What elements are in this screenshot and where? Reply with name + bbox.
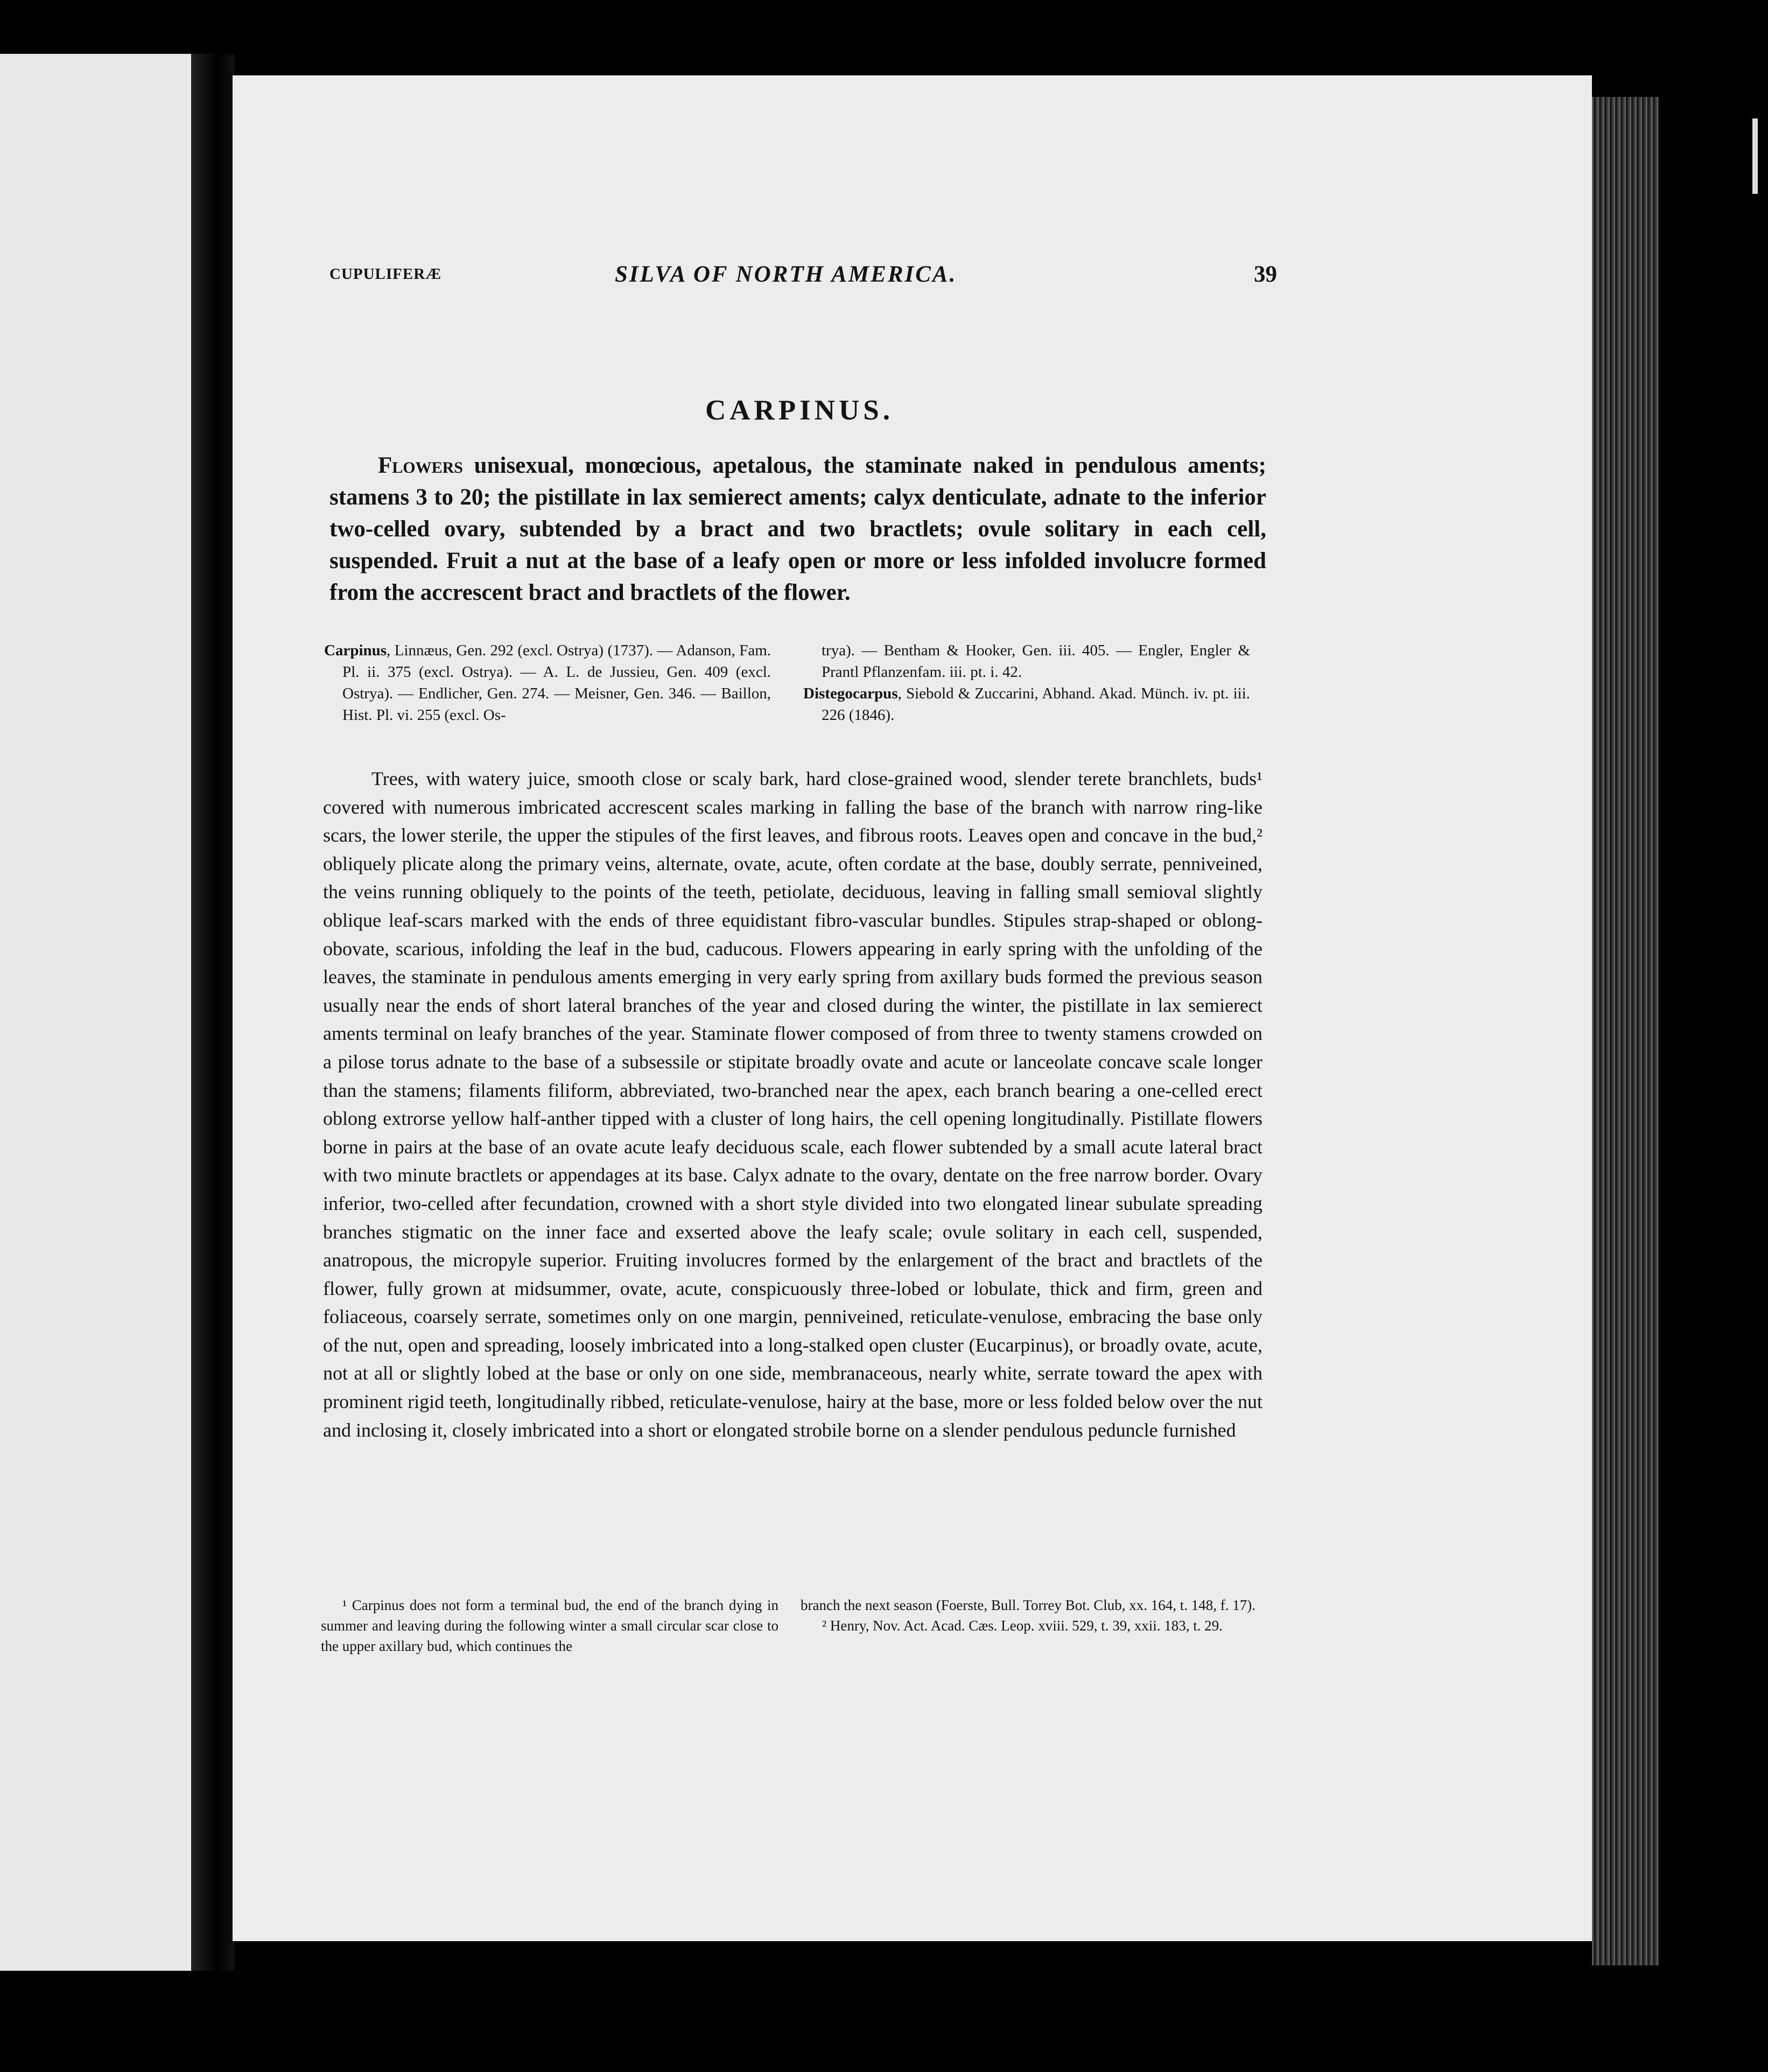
synonym-genus-2: Distegocarpus [803,685,898,702]
synonym-text: , Linnæus, Gen. 292 (excl. Ostrya) (1737). — Adanson, Fam. Pl. ii. 375 (excl. Ostrya). — A. L. de Jussieu, Gen. 409 (excl. Ostrya). — Endlicher, Gen. 274. — Meisner, Gen. 346. — Baillon, Hist. Pl. vi. 255 (excl. Os- [342,642,771,724]
footnote-1-continued: branch the next season (Foerste, Bull. Torrey Bot. Club, xx. 164, t. 148, f. 17). [801,1597,1255,1613]
body-text: Trees, with watery juice, smooth close or scaly bark, hard close-grained wood, slender terete branchlets, buds¹ covered with numerous imbricated accrescent scales marking in falling the base of the branch with narrow ring-like scars, the lower sterile, the upper the stipules of the first leaves, and fibrous roots. Leaves open and concave in the bud,² obliquely plicate along the primary veins, alternate, ovate, acute, often cordate at the base, doubly serrate, penniveined, the veins running obliquely to the points of the teeth, petiolate, deciduous, leaving in falling small semioval slightly oblique leaf-scars marked with the ends of three equidistant fibro-vascular bundles. Stipules strap-shaped or oblong-obovate, scarious, infolding the leaf in the bud, caducous. Flowers appearing in early spring with the unfolding of the leaves, the staminate in pendulous aments emerging in very early spring from axillary buds formed the previous season usually near the ends of short lateral branches of the year and closed during the winter, the pistillate in lax semierect aments terminal on leafy branches of the year. Staminate flower composed of from three to twenty stamens crowded on a pilose torus adnate to the base of a subsessile or stipitate broadly ovate and acute or lanceolate concave scale longer than the stamens; filaments filiform, abbreviated, two-branched near the apex, each branch bearing a one-celled erect oblong extrorse yellow half-anther tipped with a cluster of long hairs, the cell opening longitudinally. Pistillate flowers borne in pairs at the base of an ovate acute leafy deciduous scale, each flower subtended by a small acute lateral bract with two minute bractlets or appendages at its base. Calyx adnate to the ovary, dentate on the free narrow border. Ovary inferior, two-celled after fecundation, crowned with a short style divided into two elongated linear subulate spreading branches stigmatic on the inner face and exserted above the leafy scale; ovule solitary in each cell, suspended, anatropous, the micropyle superior. Fruiting involucres formed by the enlargement of the bract and bractlets of the flower, fully grown at midsummer, ovate, acute, conspicuously three-lobed or lobulate, thick and firm, green and foliaceous, coarsely serrate, sometimes only on one margin, penniveined, reticulate-venulose, embracing the base only of the nut, open and spreading, loosely imbricated into a long-stalked open cluster (Eucarpinus), or broadly ovate, acute, not at all or slightly lobed at the base or only on one side, membranaceous, nearly white, serrate toward the apex with prominent rigid teeth, longitudinally ribbed, reticulate-venulose, hairy at the base, more or less folded below over the nut and inclosing it, closely imbricated into a short or elongated strobile borne on a slender pendulous peduncle furnished [323,768,1262,1441]
footnote-2: ² Henry, Nov. Act. Acad. Cæs. Leop. xviii. 529, t. 39, xxii. 183, t. 29. [822,1618,1223,1634]
footnote-right [801,1595,1258,1636]
page-edges [1592,97,1659,1965]
book-gutter [191,54,234,1971]
synonymy-right [803,640,1250,726]
synonym-genus: Carpinus [324,642,387,659]
page-number: 39 [1254,262,1277,287]
synonymy-left [324,640,771,726]
footnote-left [321,1595,778,1656]
genus-title: CARPINUS. [705,395,894,426]
description-text: unisexual, monœcious, apetalous, the staminate naked in pendulous aments; stamens 3 to 20; the pistillate in lax semierect aments; calyx denticulate, adnate to the inferior two-celled ovary, subtended by a bract and two bractlets; ovule solitary in each cell, suspended. Fruit a nut at the base of a leafy open or more or less infolded involucre formed from the accrescent bract and bractlets of the flower. [329,453,1266,605]
scan-mark [1752,118,1758,194]
genus-description [329,450,1266,608]
left-page-fragment [0,54,194,1971]
family-name: CUPULIFERÆ [329,265,442,283]
footnote-1: ¹ Carpinus does not form a terminal bud, the end of the branch dying in summer and leaving during the following winter a small circular scar close to the upper axillary bud, which continues the [321,1597,778,1654]
synonym-text-2: , Siebold & Zuccarini, Abhand. Akad. Münch. iv. pt. iii. 226 (1846). [822,685,1250,724]
description-lead: Flowers [378,453,463,478]
book-title: SILVA OF NORTH AMERICA. [615,262,957,287]
running-head [329,261,1277,293]
synonym-continuation: trya). — Bentham & Hooker, Gen. iii. 405. — Engler, Engler & Prantl Pflanzenfam. iii. pt. i. 42. [822,642,1250,681]
